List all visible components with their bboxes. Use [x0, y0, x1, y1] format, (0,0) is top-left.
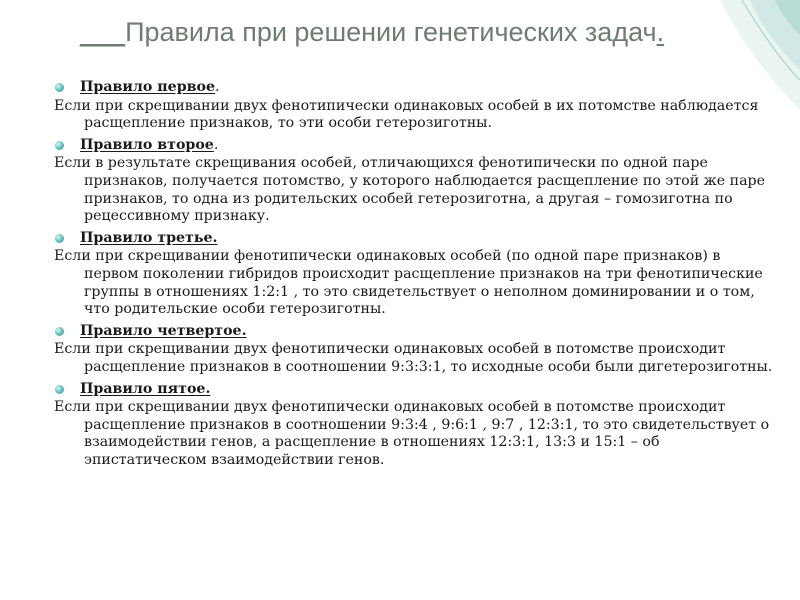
rule-4-text: Если при скрещивании двух фенотипически одинаковых особей в потомстве происходит расщепление признаков в соотношении 9:3:3:1, то исходные особи были дигетерозиготны.	[54, 341, 773, 375]
rule-3	[54, 230, 774, 319]
rule-5-head	[54, 381, 774, 399]
rule-5	[54, 381, 774, 470]
rule-2-title: Правило второе	[80, 136, 214, 153]
bullet-icon	[55, 385, 64, 394]
bullet-icon	[55, 327, 64, 336]
rule-4	[54, 323, 774, 377]
rule-2-title-suffix: .	[213, 136, 219, 153]
bullet-icon	[55, 234, 64, 243]
rule-2-head	[54, 137, 774, 155]
title-underline: ___	[80, 17, 126, 47]
rule-1-text: Если при скрещивании двух фенотипически одинаковых особей в их потомстве наблюдается расщепление признаков, то эти особи гетерозиготны.	[54, 97, 759, 132]
rules-list	[54, 79, 774, 473]
title-tail: .	[656, 17, 665, 47]
rule-5-text: Если при скрещивании двух фенотипически одинаковых особей в потомстве происходит расщепление признаков в соотношении 9:3:4 , 9:6:1 , 9:7 , 12:3:1, то это свидетельствует о взаимодействии генов, а расщепление в отношениях 12:3:1, 13:3 и 15:1 – об эпистатическом взаимодействии генов.	[54, 399, 770, 468]
page-title	[80, 17, 780, 48]
rule-2-text: Если в результате скрещивания особей, отличающихся фенотипически по одной паре признаков, получается потомство, у которого наблюдается расщепление по этой же паре признаков, то одна из родительских особей гетерозиготна, а другая – гомозиготна по рецессивному признаку.	[54, 155, 766, 225]
rule-2	[54, 137, 774, 226]
bullet-icon	[55, 141, 64, 150]
rule-1-title: Правило первое	[80, 79, 215, 95]
rule-1-title-suffix: .	[214, 79, 220, 95]
rule-3-text: Если при скрещивании фенотипически одинаковых особей (по одной паре признаков) в первом поколении гибридов происходит расщепление признаков на три фенотипические группы в отношениях 1:2:1 , то это свидетельствует о неполном доминировании и о том, что родительские особи гетерозиготны.	[54, 248, 763, 318]
rule-1-head	[54, 79, 774, 97]
rule-3-head	[54, 230, 774, 248]
bullet-icon	[55, 83, 64, 92]
rule-3-title: Правило третье.	[80, 229, 218, 246]
rule-5-title: Правило пятое.	[80, 380, 211, 397]
rule-1	[54, 79, 774, 133]
rule-4-head	[54, 323, 774, 341]
title-main: Правила при решении генетических задач	[125, 17, 657, 47]
rule-4-title: Правило четвертое.	[80, 322, 247, 339]
